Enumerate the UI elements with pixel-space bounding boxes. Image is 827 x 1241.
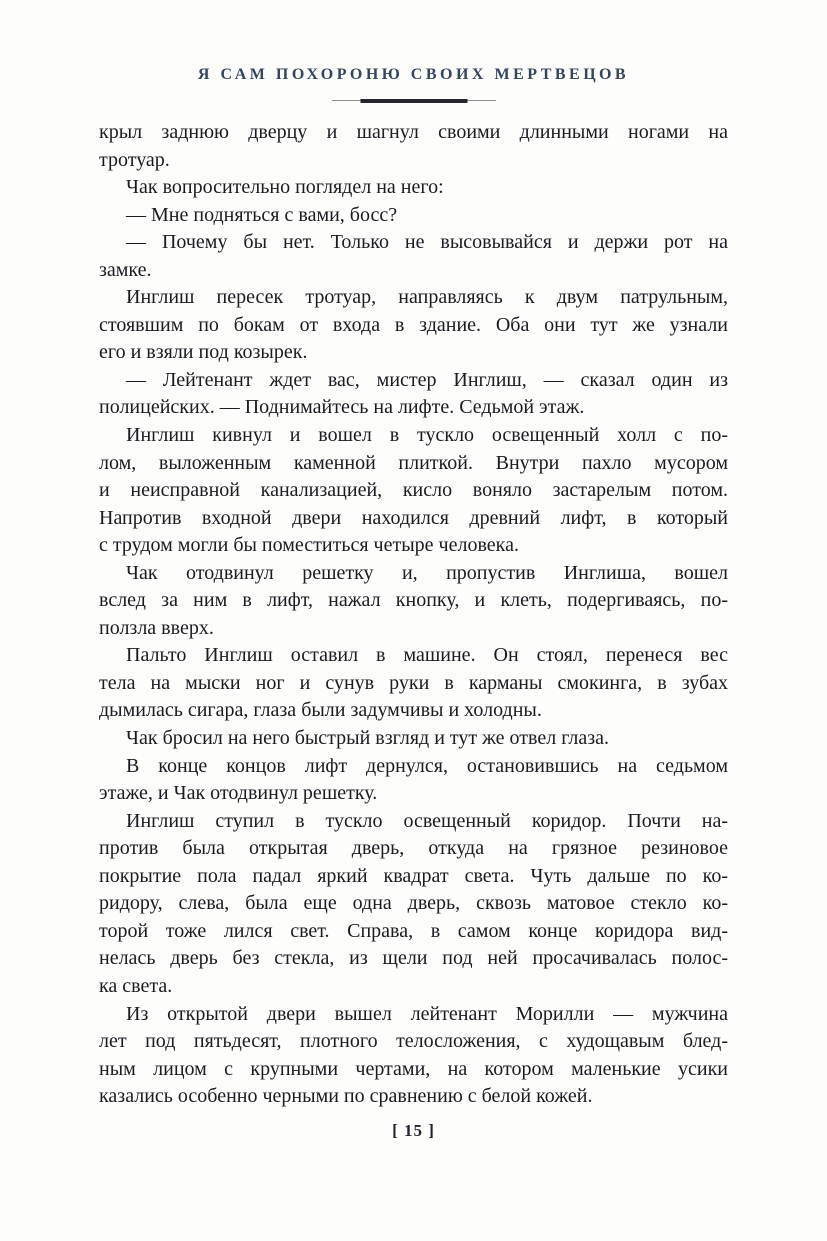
text-line: с трудом могли бы поместиться четыре человека. xyxy=(99,534,519,557)
paragraph xyxy=(99,808,728,1001)
text-line: Чак бросил на него быстрый взгляд и тут же отвел глаза. xyxy=(126,727,610,750)
text-line: ным лицом с крупными чертами, на котором маленькие усики xyxy=(99,1057,728,1080)
text-line: его и взяли под козырек. xyxy=(99,341,308,364)
paragraph xyxy=(99,753,728,808)
text-line: — Лейтенант ждет вас, мистер Инглиш, — сказал один из xyxy=(126,368,728,391)
paragraph xyxy=(99,642,728,725)
running-header: Я САМ ПОХОРОНЮ СВОИХ МЕРТВЕЦОВ xyxy=(197,66,630,83)
text-line: Напротив входной двери находился древний лифт, в который xyxy=(99,506,728,529)
text-line: Чак отодвинул решетку и, пропустив Инглиша, вошел xyxy=(126,561,728,584)
paragraph xyxy=(99,284,728,367)
paragraph xyxy=(99,422,728,560)
paragraph xyxy=(99,725,728,753)
paragraph xyxy=(99,174,728,202)
paragraph xyxy=(99,367,728,422)
text-line: — Почему бы нет. Только не высовывайся и держи рот на xyxy=(126,231,728,254)
text-line: полицейских. — Поднимайтесь на лифте. Седьмой этаж. xyxy=(99,396,585,419)
ornament-thick-line xyxy=(360,99,467,103)
text-line: тела на мыски ног и сунув руки в карманы смокинга, в зубах xyxy=(99,671,728,694)
page-number: [ 15 ] xyxy=(392,1121,435,1140)
text-line: казались особенно черными по сравнению с белой кожей. xyxy=(99,1085,593,1108)
text-line: Чак вопросительно поглядел на него: xyxy=(126,176,444,199)
text-line: Инглиш пересек тротуар, направляясь к двум патрульным, xyxy=(126,286,728,309)
text-line: лет под пятьдесят, плотного телосложения, с худощавым блед- xyxy=(99,1030,728,1053)
paragraph xyxy=(99,560,728,643)
text-line: вслед за ним в лифт, нажал кнопку, и клеть, подергиваясь, по- xyxy=(99,589,728,612)
text-line: — Мне подняться с вами, босс? xyxy=(126,203,398,226)
text-line: тротуар. xyxy=(99,148,170,171)
text-line: и неисправной канализацией, кисло воняло застарелым потом. xyxy=(99,479,728,502)
text-line: лом, выложенным каменной плиткой. Внутри пахло мусором xyxy=(99,451,728,474)
text-line: ползла вверх. xyxy=(99,616,214,639)
text-line: покрытие пола падал яркий квадрат света. Чуть дальше по ко- xyxy=(99,864,728,887)
text-line: Инглиш кивнул и вошел в тускло освещенный холл с по- xyxy=(126,424,728,447)
text-line: замке. xyxy=(99,258,152,281)
paragraph xyxy=(99,202,728,230)
text-line: против была открытая дверь, откуда на грязное резиновое xyxy=(99,837,728,860)
text-line: В конце концов лифт дернулся, остановившись на седьмом xyxy=(126,754,728,777)
paragraph xyxy=(99,1001,728,1111)
text-line: Инглиш ступил в тускло освещенный коридор. Почти на- xyxy=(126,809,728,832)
text-line: стоявшим по бокам от входа в здание. Оба они тут же узнали xyxy=(99,313,728,336)
text-line: крыл заднюю дверцу и шагнул своими длинными ногами на xyxy=(99,121,728,143)
text-line: ридору, слева, была еще одна дверь, сквозь матовое стекло ко- xyxy=(99,892,728,915)
text-line: ка света. xyxy=(99,974,173,997)
text-line: этаже, и Чак отодвинул решетку. xyxy=(99,782,378,805)
text-line: дымилась сигара, глаза были задумчивы и холодны. xyxy=(99,699,542,722)
paragraph xyxy=(99,229,728,284)
text-line: Из открытой двери вышел лейтенант Морилли — мужчина xyxy=(126,1002,728,1025)
text-line: нелась дверь без стекла, из щели под ней просачивалась полос- xyxy=(99,947,728,970)
text-line: Пальто Инглиш оставил в машине. Он стоял, перенеся вес xyxy=(126,644,728,667)
body-text xyxy=(99,119,728,1111)
paragraph xyxy=(99,119,728,174)
header-ornament-rule xyxy=(332,98,496,103)
text-line: торой тоже лился свет. Справа, в самом конце коридора вид- xyxy=(99,919,728,942)
